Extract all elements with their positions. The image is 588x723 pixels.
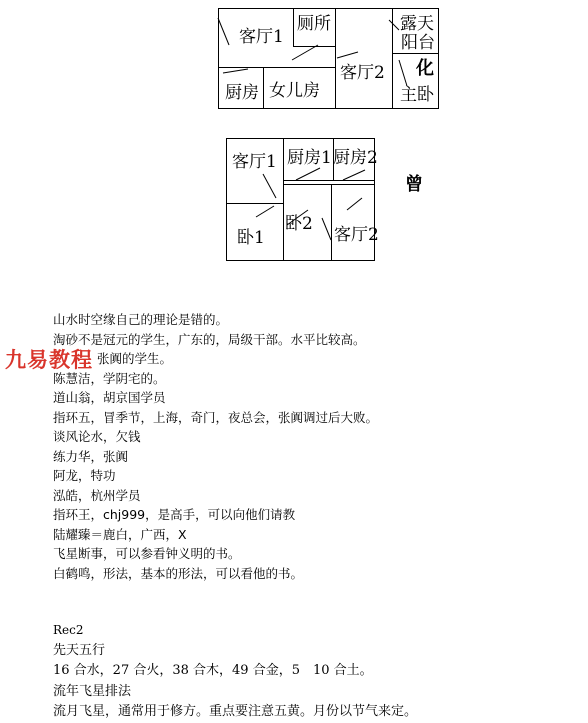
note-line: 指环王，chj999，是高手，可以向他们请教 xyxy=(53,507,296,522)
note-line: 阿龙，特功 xyxy=(53,468,116,483)
room-master: 主卧 xyxy=(400,85,434,105)
rec-line: 16 合水，27 合火，38 合木，49 合金，5 10 合土。 xyxy=(53,663,373,678)
vertical-note-1: 化 xyxy=(413,58,434,74)
room-living2: 客厅2 xyxy=(340,63,385,83)
vertical-note-2: 曾 xyxy=(402,174,423,190)
room-daughter: 女儿房 xyxy=(269,81,320,101)
room-kitchen: 厨房 xyxy=(225,83,259,103)
watermark-logo: 九易教程 xyxy=(5,348,93,372)
note-line: 谈风论水，欠钱 xyxy=(53,429,141,444)
room-living1: 客厅1 xyxy=(239,27,284,47)
room2-kitchen2: 厨房2 xyxy=(333,148,378,168)
note-line: 陆耀臻＝鹿白，广西，X xyxy=(53,526,187,542)
note-line: 白鹤鸣，形法，基本的形法，可以看他的书。 xyxy=(53,565,304,581)
room2-kitchen1: 厨房1 xyxy=(287,148,332,168)
room-toilet: 厕所 xyxy=(297,14,331,34)
note-line: 淘砂不是冠元的学生，广东的，局级干部。水平比较高。 xyxy=(53,331,366,347)
room2-living1: 客厅1 xyxy=(232,152,277,172)
note-line: 山水时空缘自己的理论是错的。 xyxy=(53,312,229,327)
rec-section xyxy=(53,620,417,723)
note-line: 飞星断事，可以参看钟义明的书。 xyxy=(53,546,241,561)
rec-line: 流年飞星排法 xyxy=(53,683,132,699)
room-balcony-bottom: 阳台 xyxy=(401,33,435,53)
floor-plan-1 xyxy=(0,0,588,120)
room2-living2: 客厅2 xyxy=(334,225,379,245)
rec-line: 流月飞星，通常用于修方。重点要注意五黄。月份以节气来定。 xyxy=(53,704,418,719)
note-line: 陈慧洁，学阴宅的。 xyxy=(53,370,166,386)
note-line: 道山翁，胡京国学员 xyxy=(53,390,166,405)
note-line: 泓皓，杭州学员 xyxy=(53,487,141,503)
note-line: 张阗的学生。 xyxy=(97,351,173,366)
room2-bed1: 卧1 xyxy=(237,228,265,248)
room-balcony-top: 露天 xyxy=(400,14,434,34)
room2-bed2: 卧2 xyxy=(285,214,313,234)
note-line: 练力华，张阗 xyxy=(53,448,129,464)
notes-list xyxy=(53,310,378,583)
rec-line: 先天五行 xyxy=(53,642,106,658)
rec-heading: Rec2 xyxy=(53,623,84,637)
note-line: 指环五，冒季节，上海，奇门，夜总会，张阗调过后大败。 xyxy=(53,409,379,425)
